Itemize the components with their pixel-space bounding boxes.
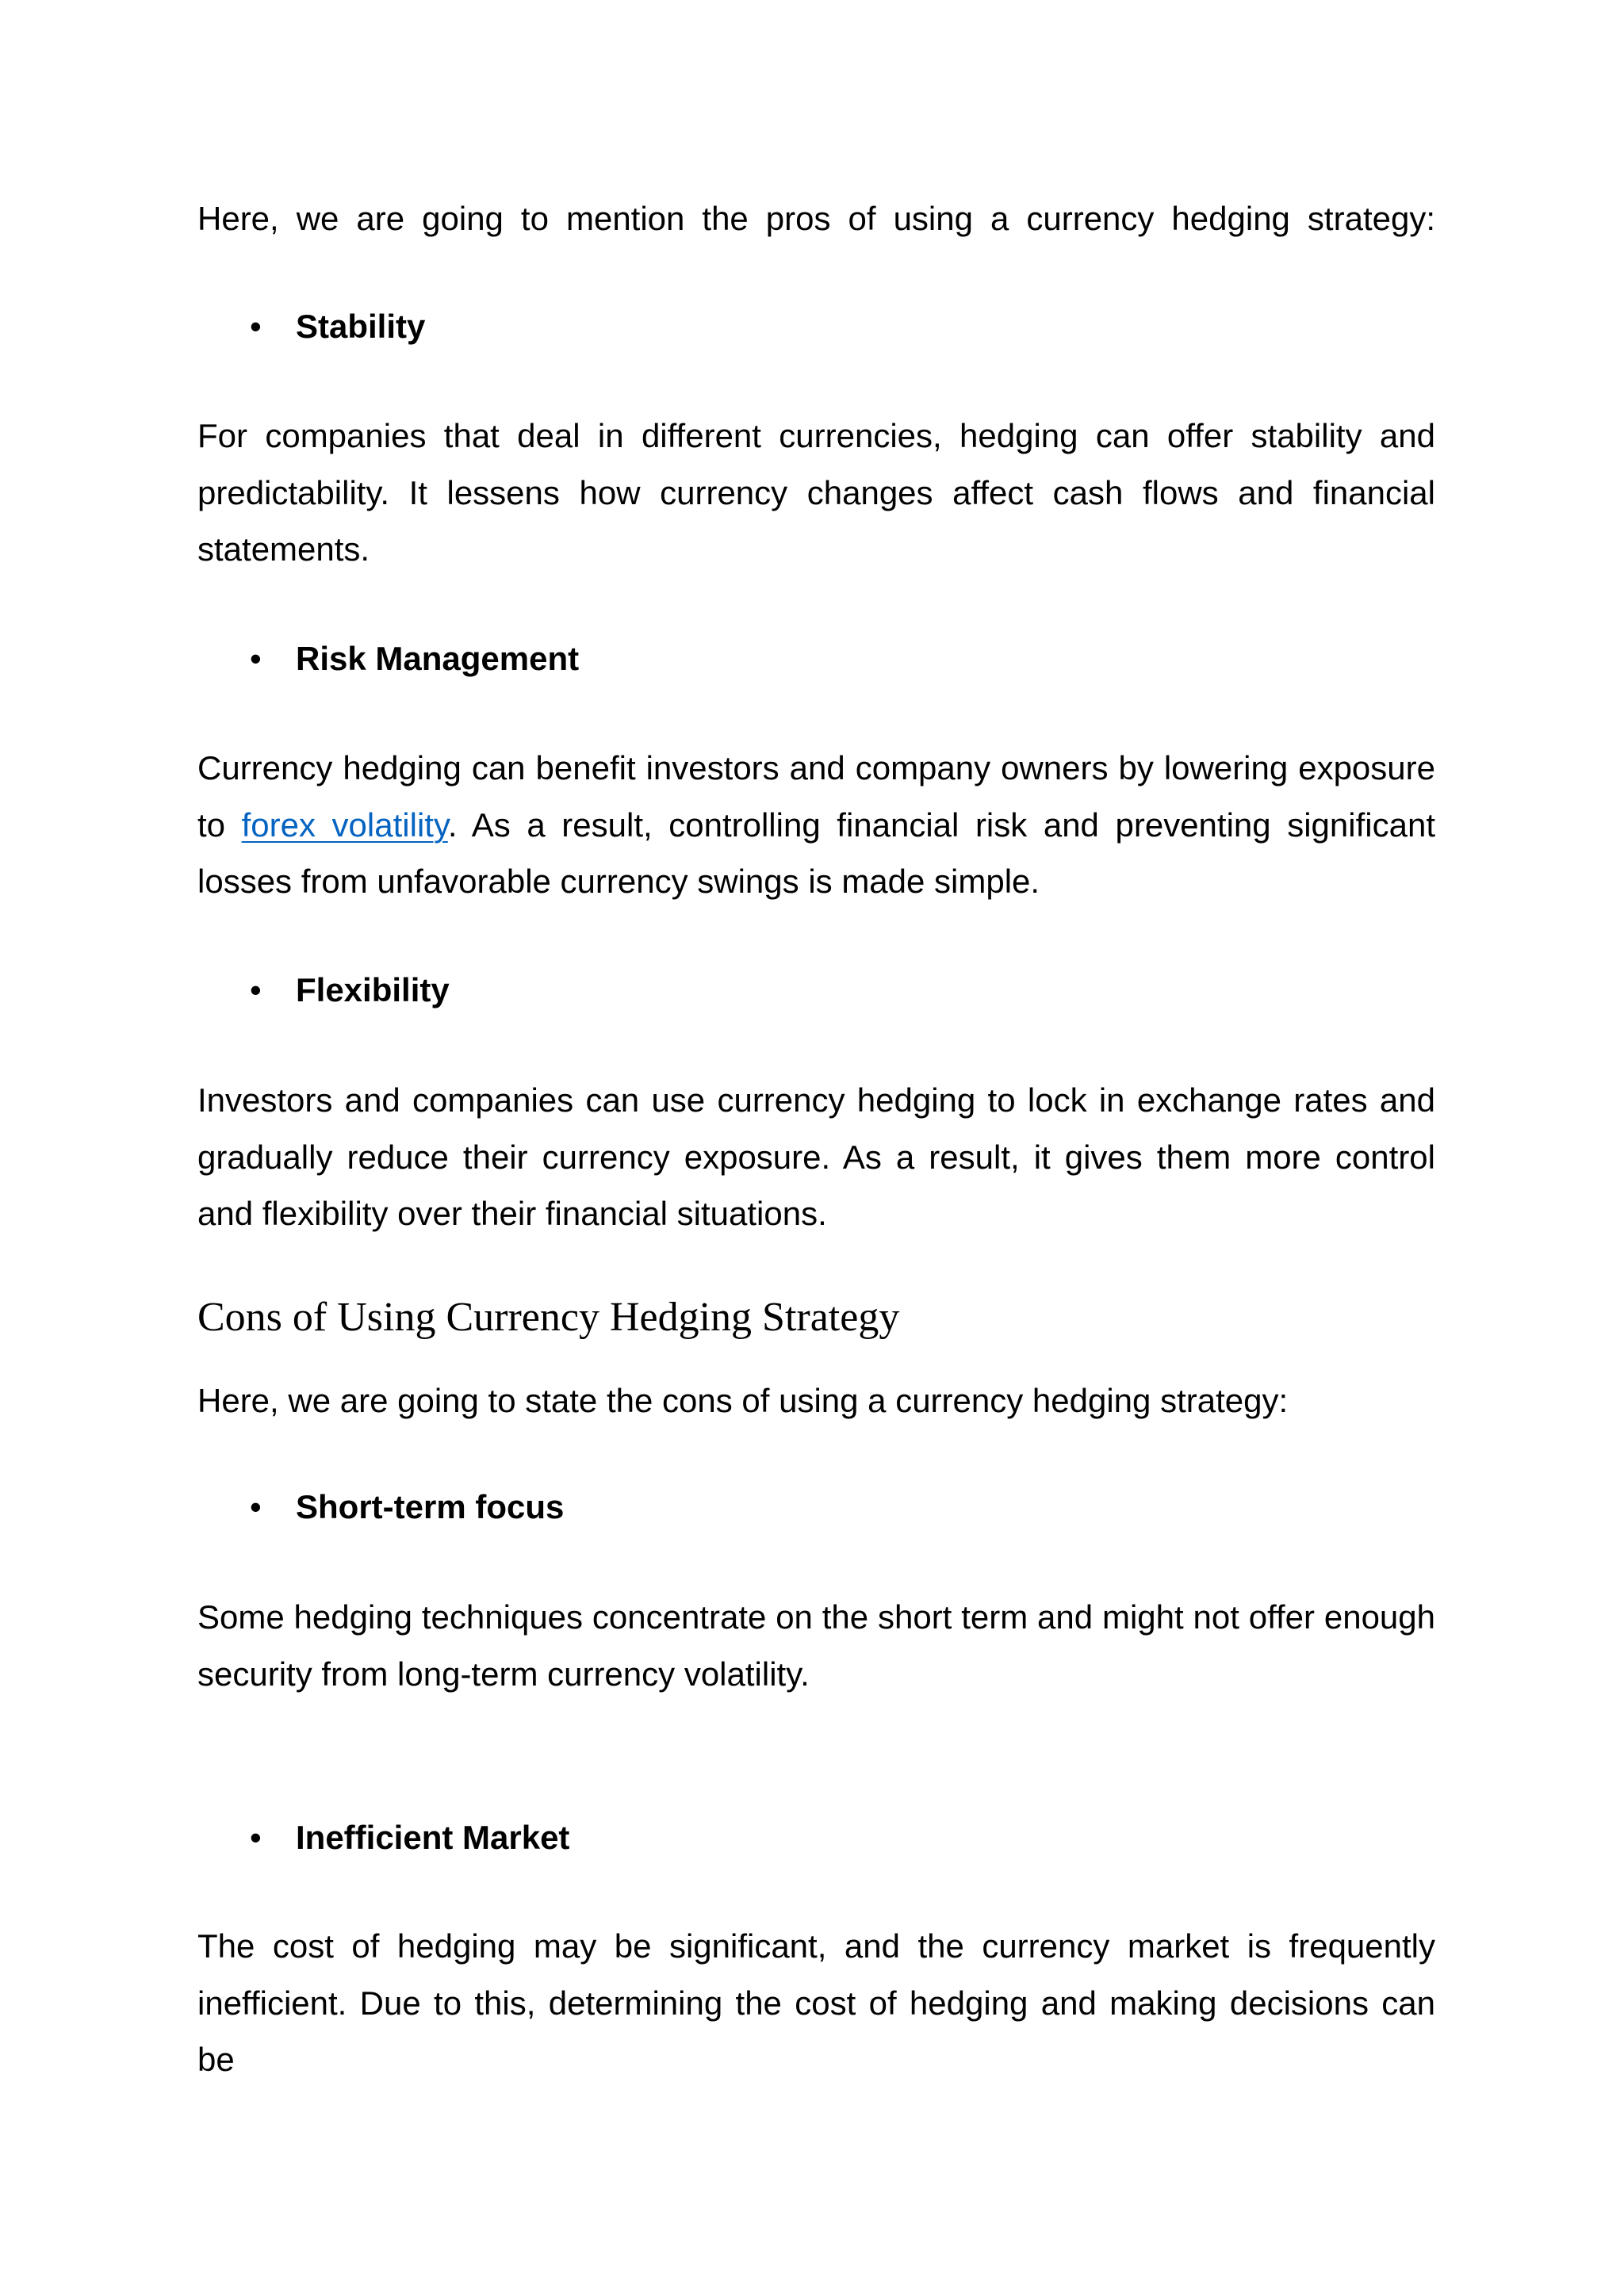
cons-heading: Cons of Using Currency Hedging Strategy xyxy=(197,1295,900,1340)
bullet-title-stability: Stability xyxy=(296,308,426,345)
paragraph-risk-management xyxy=(197,740,1435,910)
bullet-stability xyxy=(197,303,1435,350)
risk-text-before-link: Currency hedging can benefit investors and company owners by lowering exposure to xyxy=(197,749,1435,844)
bullet-dot: • xyxy=(250,308,262,345)
paragraph-inefficient-market: The cost of hedging may be significant, and the currency market is frequently inefficient. Due to this, determining the cost of hedging and making decisions can be xyxy=(197,1927,1435,2078)
bullet-dot: • xyxy=(250,1819,262,1856)
risk-text-after-link: . As a result, controlling financial risk and preventing significant losses from unfavorable currency swings is made simple. xyxy=(197,806,1435,900)
bullet-title-inefficient-market: Inefficient Market xyxy=(296,1819,570,1856)
bullet-risk-management xyxy=(197,635,1435,683)
paragraph-short-term-focus: Some hedging techniques concentrate on the short term and might not offer enough security from long-term currency volatility. xyxy=(197,1598,1435,1693)
bullet-dot: • xyxy=(250,1488,262,1525)
paragraph-stability: For companies that deal in different currencies, hedging can offer stability and predictability. It lessens how currency changes affect cash flows and financial statements. xyxy=(197,417,1435,568)
forex-volatility-link[interactable]: forex volatility xyxy=(241,806,448,844)
pros-intro: Here, we are going to mention the pros of using a currency hedging strategy: xyxy=(197,200,1435,237)
bullet-inefficient-market xyxy=(197,1814,1435,1862)
bullet-dot: • xyxy=(250,640,262,677)
bullet-short-term-focus xyxy=(197,1483,1435,1531)
cons-intro: Here, we are going to state the cons of using a currency hedging strategy: xyxy=(197,1382,1289,1419)
bullet-title-risk-management: Risk Management xyxy=(296,640,580,677)
bullet-title-flexibility: Flexibility xyxy=(296,971,450,1008)
paragraph-flexibility: Investors and companies can use currency hedging to lock in exchange rates and gradually reduce their currency exposure. As a result, it gives them more control and flexibility over their financial situations. xyxy=(197,1081,1435,1232)
bullet-dot: • xyxy=(250,971,262,1008)
bullet-flexibility xyxy=(197,966,1435,1014)
bullet-title-short-term-focus: Short-term focus xyxy=(296,1488,565,1525)
